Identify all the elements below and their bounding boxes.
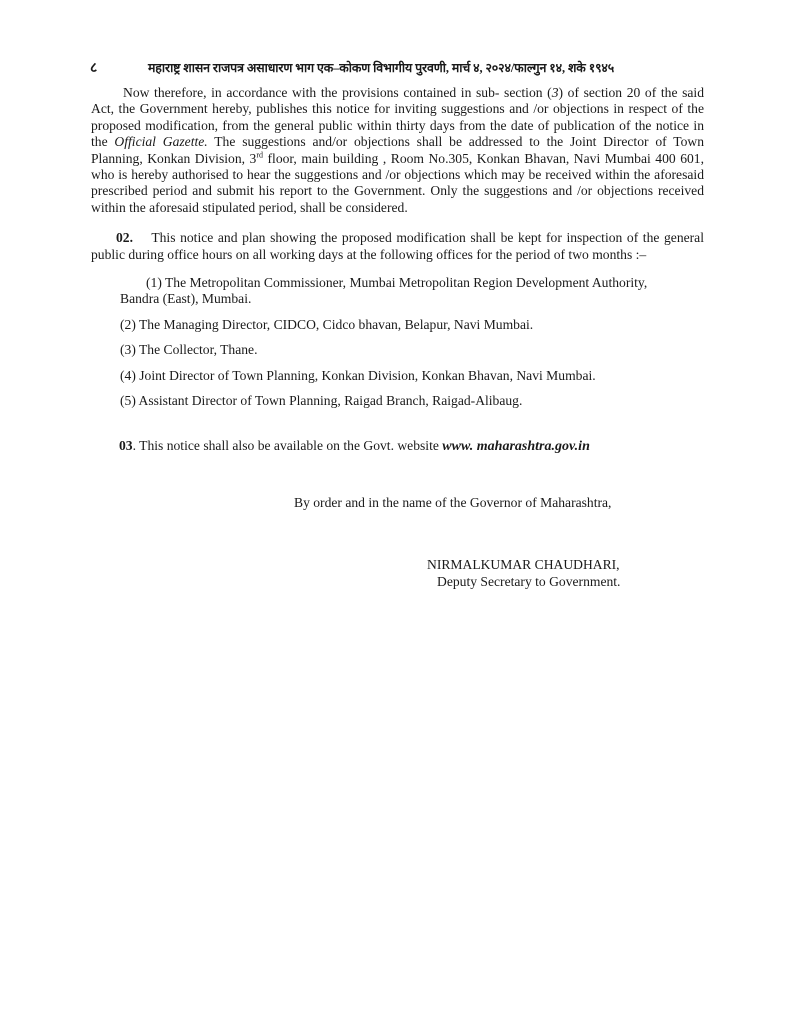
order-line: By order and in the name of the Governor of Maharashtra, <box>294 495 612 510</box>
offices-list <box>91 275 704 409</box>
para1-text-a: Now therefore, in accordance with the provisions contained in sub- section ( <box>123 85 552 100</box>
para1-text-b: ) of section 20 of the said Act, the Government hereby, publishes this notice for inviting suggestions and /or objections in respect of the proposed modification, from the general public within thirty days from the date of publication of the notice in the <box>91 85 705 150</box>
signatory-name: NIRMALKUMAR CHAUDHARI, <box>427 557 620 572</box>
gazette-title: महाराष्ट्र शासन राजपत्र असाधारण भाग एक–कोकण विभागीय पुरवणी, मार्च ४, २०२४/फाल्गुन १४, शके १९४५ <box>148 61 615 75</box>
list-item <box>91 393 704 409</box>
office-1-line1: (1) The Metropolitan Commissioner, Mumbai Metropolitan Region Development Authority, <box>146 275 648 291</box>
floor-superscript: rd <box>256 150 264 160</box>
website-link[interactable]: www. maharashtra.gov.in <box>442 438 590 454</box>
office-3: (3) The Collector, Thane. <box>120 342 258 358</box>
office-2: (2) The Managing Director, CIDCO, Cidco bhavan, Belapur, Navi Mumbai. <box>120 316 534 332</box>
paragraph-3-number: 03 <box>119 437 133 453</box>
office-4: (4) Joint Director of Town Planning, Konkan Division, Konkan Bhavan, Navi Mumbai. <box>120 367 596 383</box>
list-item <box>91 317 704 333</box>
para1-text-c: The suggestions and/or objections shall be addressed to the Joint Director of Town Planning, Konkan Division, 3 <box>91 134 704 166</box>
paragraph-2-text: This notice and plan showing the proposed modification shall be kept for inspection of the general public during office hours on all working days at the following offices for the period of two months :– <box>91 230 704 262</box>
notice-body <box>91 85 704 455</box>
signatory-title: Deputy Secretary to Government. <box>437 574 621 589</box>
list-item <box>91 275 704 308</box>
paragraph-2-number: 02. <box>116 230 133 246</box>
list-item <box>91 368 704 384</box>
paragraph-3 <box>91 438 704 455</box>
signature-block <box>427 556 620 590</box>
paragraph-3-text: . This notice shall also be available on the Govt. website <box>132 437 443 453</box>
paragraph-2 <box>91 230 704 263</box>
list-item <box>91 342 704 358</box>
page-header <box>90 58 730 78</box>
page-number: ८ <box>90 61 98 76</box>
office-5: (5) Assistant Director of Town Planning, Raigad Branch, Raigad-Alibaug. <box>120 393 523 409</box>
para1-text-d: floor, main building , Room No.305, Konkan Bhavan, Navi Mumbai 400 601, who is hereby authorised to hear the suggestions and /or objections which may be received within the aforesaid prescribed period and submit his report to the Government. Only the suggestions and /or objections received within the aforesaid stipulated period, shall be considered. <box>91 150 704 215</box>
office-1-line2: Bandra (East), Mumbai. <box>120 291 252 307</box>
paragraph-1 <box>91 85 704 216</box>
official-gazette-text: Official Gazette. <box>114 134 208 150</box>
subsection-number: 3 <box>551 85 559 100</box>
